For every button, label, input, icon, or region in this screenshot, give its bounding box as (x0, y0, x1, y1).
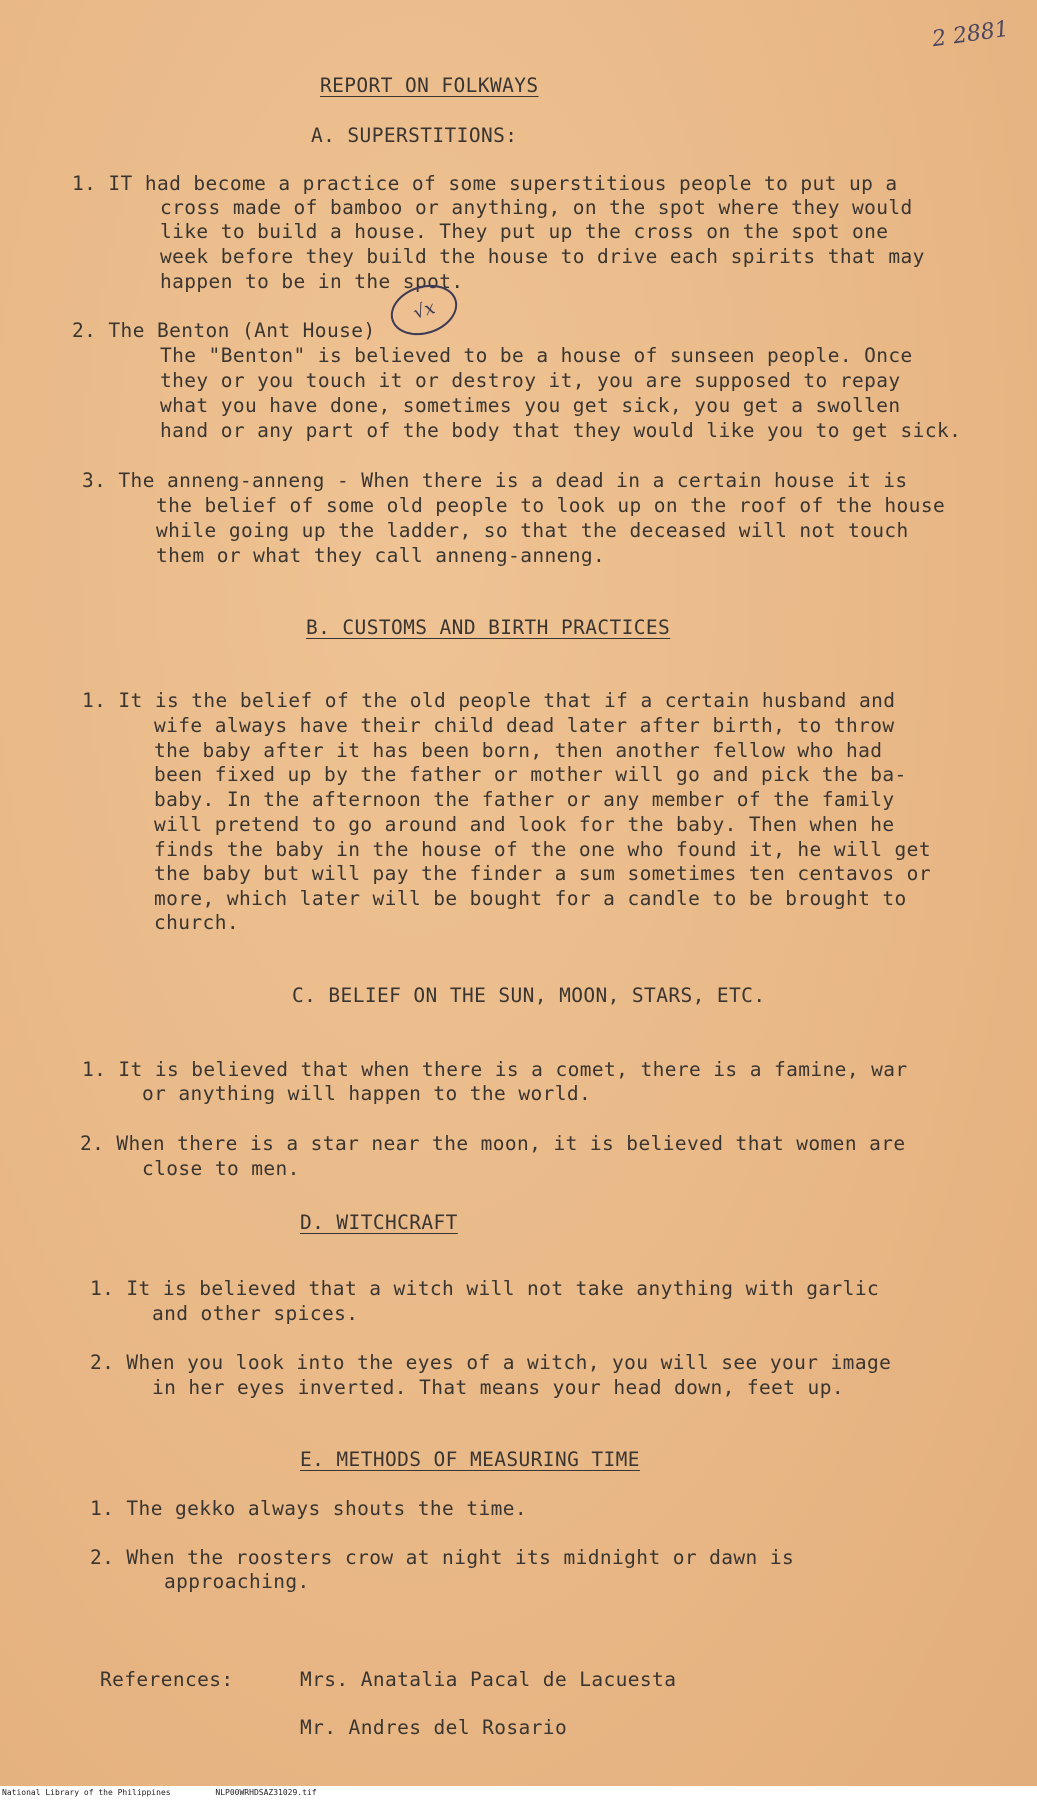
a-item2-line3: they or you touch it or destroy it, you are supposed to repay (160, 369, 901, 392)
a-item2-line1: 2. The Benton (Ant House) (72, 319, 376, 342)
b-item1-line8: the baby but will pay the finder a sum sometimes ten centavos or (154, 862, 931, 885)
a-item2-line5: hand or any part of the body that they would like you to get sick. (160, 419, 962, 442)
section-e-heading: E. METHODS OF MEASURING TIME (300, 1448, 640, 1471)
a-item3-line2: the belief of some old people to look up on the roof of the house (156, 494, 946, 517)
reference-name-2: Mr. Andres del Rosario (300, 1716, 568, 1739)
file-name: NLP00WRHDSAZ31029.tif (215, 1788, 317, 1797)
a-item2-line2: The "Benton" is believed to be a house of sunseen people. Once (160, 344, 913, 367)
a-item2-line4: what you have done, sometimes you get sick, you get a swollen (160, 394, 901, 417)
report-title: REPORT ON FOLKWAYS (320, 74, 539, 97)
b-item1-line4: been fixed up by the father or mother will go and pick the ba- (154, 763, 907, 786)
a-item3-line4: them or what they call anneng-anneng. (156, 544, 606, 567)
b-item1-line2: wife always have their child dead later after birth, to throw (154, 714, 895, 737)
c-item2-line1: 2. When there is a star near the moon, it is believed that women are (80, 1132, 906, 1155)
b-item1-line5: baby. In the afternoon the father or any member of the family (154, 788, 895, 811)
d-item1-line2: and other spices. (152, 1302, 359, 1325)
a-item1-line5: happen to be in the spot. (160, 270, 464, 293)
c-item1-line2: or anything will happen to the world. (142, 1082, 592, 1105)
d-item2-line1: 2. When you look into the eyes of a witch, you will see your image (90, 1351, 892, 1374)
archive-footer (0, 1786, 1037, 1800)
e-item2-line1: 2. When the roosters crow at night its midnight or dawn is (90, 1546, 795, 1569)
a-item3-line3: while going up the ladder, so that the deceased will not touch (156, 519, 909, 542)
b-item1-line1: 1. It is the belief of the old people that if a certain husband and (82, 689, 896, 712)
handwritten-number: 2 2881 (930, 16, 1011, 53)
c-item1-line1: 1. It is believed that when there is a comet, there is a famine, war (82, 1058, 908, 1081)
a-item1-line3: like to build a house. They put up the cross on the spot one (160, 220, 889, 243)
b-item1-line10: church. (154, 911, 239, 934)
d-item2-line2: in her eyes inverted. That means your head down, feet up. (152, 1376, 844, 1399)
e-item1-line1: 1. The gekko always shouts the time. (90, 1497, 528, 1520)
section-c-heading: C. BELIEF ON THE SUN, MOON, STARS, ETC. (292, 984, 766, 1007)
d-item1-line1: 1. It is believed that a witch will not take anything with garlic (90, 1277, 880, 1300)
a-item3-line1: 3. The anneng-anneng - When there is a dead in a certain house it is (82, 469, 908, 492)
b-item1-line6: will pretend to go around and look for the baby. Then when he (154, 813, 895, 836)
b-item1-line9: more, which later will be bought for a candle to be brought to (154, 887, 907, 910)
library-name: National Library of the Philippines (2, 1788, 171, 1797)
a-item1-line4: week before they build the house to drive each spirits that may (160, 245, 925, 268)
section-b-heading: B. CUSTOMS AND BIRTH PRACTICES (306, 616, 671, 639)
a-item1-line1: 1. IT had become a practice of some superstitious people to put up a (72, 172, 898, 195)
c-item2-line2: close to men. (142, 1157, 300, 1180)
references-label: References: (100, 1668, 234, 1691)
reference-name-1: Mrs. Anatalia Pacal de Lacuesta (300, 1668, 677, 1691)
checkmark-annotation: √x (384, 277, 464, 344)
b-item1-line7: finds the baby in the house of the one who found it, he will get (154, 838, 931, 861)
section-a-heading: A. SUPERSTITIONS: (311, 124, 518, 147)
e-item2-line2: approaching. (164, 1570, 310, 1593)
a-item1-line2: cross made of bamboo or anything, on the spot where they would (160, 196, 913, 219)
section-d-heading: D. WITCHCRAFT (300, 1211, 458, 1234)
b-item1-line3: the baby after it has been born, then another fellow who had (154, 739, 883, 762)
